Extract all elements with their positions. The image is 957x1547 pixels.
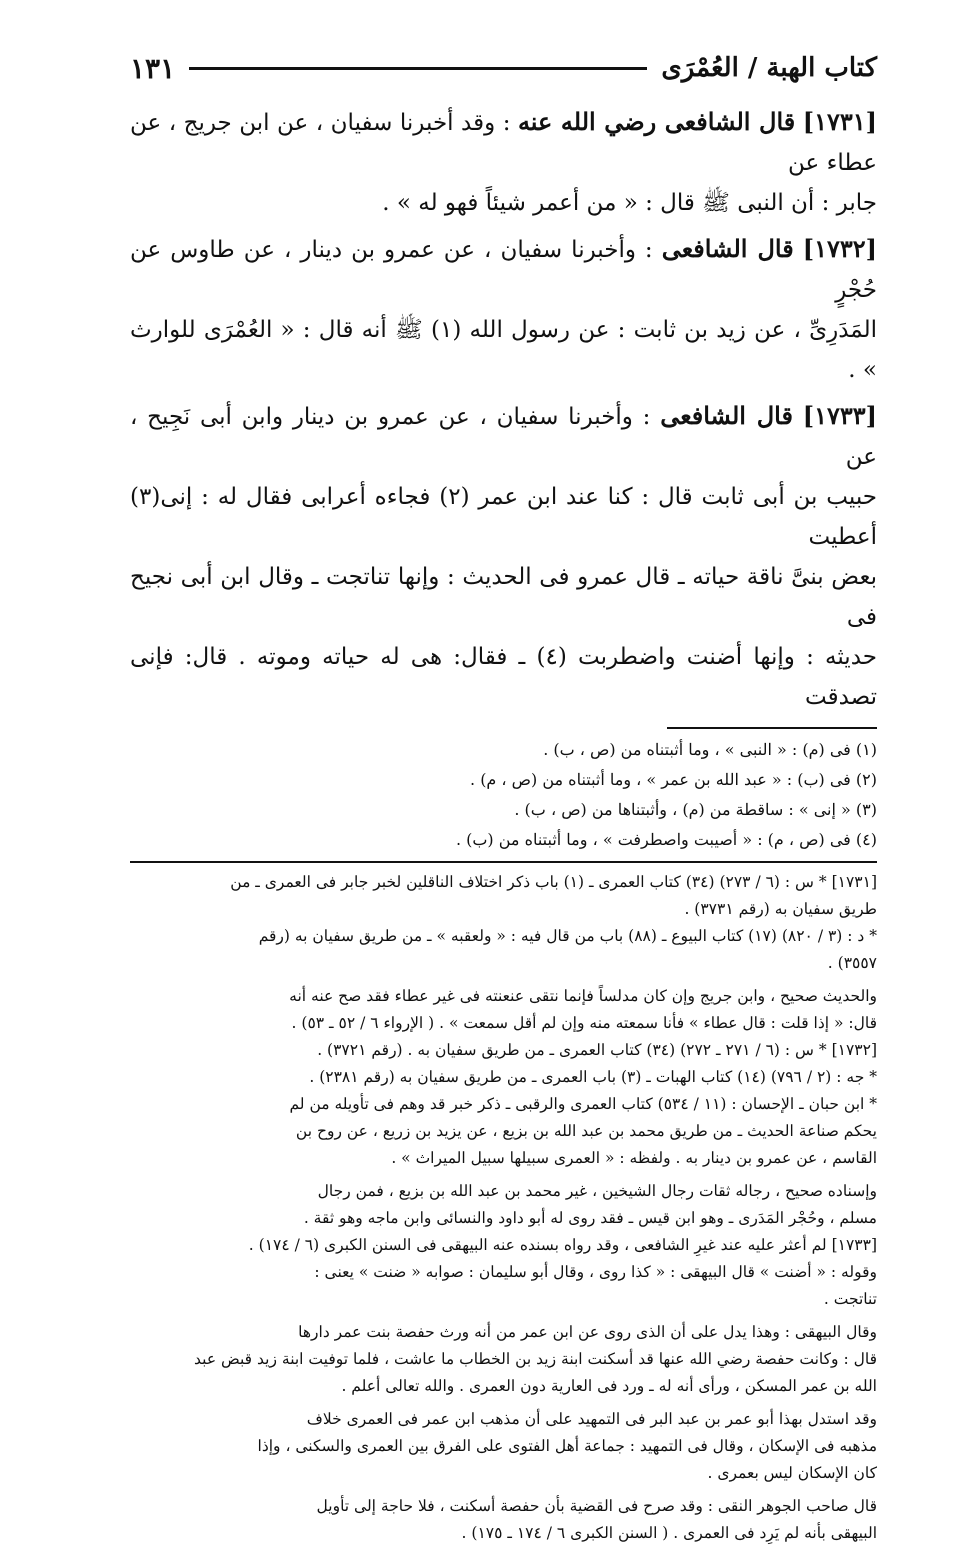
hadith-number: [١٧٣١] (802, 107, 877, 136)
takhrij-divider (130, 861, 877, 863)
hadith-1733-line-2: حبيب بن أبى ثابت قال : كنا عند ابن عمر (٢) فجاءه أعرابى فقال له : إنى(٣) أعطيت (130, 484, 877, 550)
takhrij-line: [١٧٣٣] لم أعثر عليه عند غيرِ الشافعى ، وقد رواه بسنده عنه البيهقى فى السنن الكبرى (٦ / ١٧٤) . (248, 1236, 877, 1254)
hadith-1731-line-1 (130, 102, 877, 183)
hadith-1732-line-1 (130, 229, 877, 310)
hadith-text: : وقد أخبرنا سفيان ، عن ابن جريج ، عن عطاء عن (130, 110, 877, 176)
narrator: قال الشافعى (661, 234, 794, 263)
running-header (130, 40, 877, 96)
variant-note: (٣) « إنى » : ساقطة من (م) ، وأثبتناها من (ص ، ب) . (514, 800, 877, 819)
takhrij-line: وإسناده صحيح ، رجاله ثقات رجال الشيخين ، غير محمد بن عبد الله بن بزيع ، فمن رجال (317, 1182, 877, 1200)
narrator: قال الشافعى (660, 401, 793, 430)
variant-note: (٢) فى (ب) : « عبد الله بن عمر » ، وما أثبتناه من (ص ، م) . (470, 770, 877, 789)
hadith-text: : وأخبرنا سفيان ، عن عمرو بن دينار وابن أبى نَجِيح ، عن (130, 404, 877, 470)
takhrij-line: البيهقى بأنه لم يَرِد فى العمرى . ( السنن الكبرى ٦ / ١٧٤ ـ ١٧٥) . (461, 1524, 877, 1542)
takhrij-line: الله بن عمر المسكن ، ورأى أنه له ـ ورد فى العارية دون العمرى . والله تعالى أعلم . (341, 1377, 877, 1395)
hadith-1732-line-2: المَدَرِىِّ ، عن زيد بن ثابت : عن رسول الله (١) ﷺ أنه قال : « العُمْرَى للوارث » . (130, 317, 877, 383)
takhrij-line: [١٧٣١] * س : (٦ / ٢٧٣) (٣٤) كتاب العمرى ـ (١) باب ذكر اختلاف الناقلين لخبر جابر فى العمرى ـ من (230, 873, 877, 891)
takhrij-line: وقوله : « أضنت » قال البيهقى : « كذا روى ، وقال أبو سليمان : صوابه « ضنت » يعنى : (314, 1263, 877, 1281)
variant-note: (١) فى (م) : « النبى » ، وما أثبتناه من (ص ، ب) . (543, 740, 877, 759)
takhrij-line: قال صاحب الجوهر النقى : وقد صرح فى القضية بأن حفصة أسكنت ، فلا حاجة إلى تأويل (316, 1497, 877, 1515)
takhrij-line: قال : وكانت حفصة رضي الله عنها قد أسكنت ابنة زيد بن الخطاب ما عاشت ، فلما توفيت ابنة زيد قبض عبد (194, 1350, 877, 1368)
takhrij-line: [١٧٣٢] * س : (٦ / ٢٧١ ـ ٢٧٢) (٣٤) كتاب العمرى ـ من طريق سفيان به . (رقم ٣٧٢١) . (317, 1041, 877, 1059)
takhrij-line: مذهبه فى الإسكان ، وقال فى التمهيد : جماعة أهل الفتوى على الفرق بين العمرى والسكنى ، وإذا (257, 1437, 877, 1455)
takhrij-line: * جه : (٢ / ٧٩٦) (١٤) كتاب الهبات ـ (٣) باب العمرى ـ من طريق سفيان به (رقم ٢٣٨١) . (309, 1068, 877, 1086)
footnote-divider (667, 727, 877, 729)
takhrij-line: مسلم ، وحُجْر المَدَرى ـ وهو ابن قيس ـ فقد روى له أبو داود والنسائى وابن ماجه وهو ثقة . (303, 1209, 877, 1227)
hadith-text: : وأخبرنا سفيان ، عن عمرو بن دينار ، عن طاوس عن حُجْرٍ (130, 237, 877, 303)
takhrij-line: تناتجت . (823, 1290, 877, 1308)
narrator: قال الشافعى رضي الله عنه (517, 107, 796, 136)
chapter-title: كتاب الهبة / العُمْرَى (661, 53, 877, 83)
variant-note: (٤) فى (ص ، م) : « أصيبت واصطرفت » ، وما أثبتناه من (ب) . (455, 830, 877, 849)
takhrij-line: وقد استدل بهذا أبو عمر بن عبد البر فى التمهيد على أن مذهب ابن عمر فى العمرى خلاف (306, 1410, 877, 1428)
hadith-1733-line-1 (130, 396, 877, 477)
takhrij-line: القاسم ، عن عمرو بن دينار به . ولفظه : « العمرى سبيلها سبيل الميراث » . (391, 1149, 877, 1167)
main-text (130, 102, 877, 717)
header-rule (189, 67, 647, 70)
variant-notes (130, 735, 877, 855)
hadith-1733-line-3: بعض بنىَّ ناقة حياته ـ قال عمرو فى الحديث : وإنها تناتجت ـ وقال ابن أبى نجيح فى (130, 564, 877, 630)
takhrij-line: ٣٥٥٧) . (827, 954, 877, 972)
takhrij-line: كان الإسكان ليس بعمرى . (707, 1464, 877, 1482)
hadith-number: [١٧٣٣] (802, 401, 878, 430)
takhrij-line: يحكم صناعة الحديث ـ من طريق محمد بن عبد الله بن بزيع ، عن يزيد بن زريع ، عن روح بن (295, 1122, 877, 1140)
takhrij-line: * ابن حبان ـ الإحسان : (١١ / ٥٣٤) كتاب العمرى والرقبى ـ ذكر خبر قد وهم فى تأويله من لم (289, 1095, 877, 1113)
takhrij-notes (130, 869, 877, 1547)
takhrij-line: قال: « إذا قلت : قال عطاء » فأنا سمعته منه وإن لم أقل سمعت » . ( الإرواء ٦ / ٥٢ ـ ٥٣) . (291, 1014, 877, 1032)
page-number: ١٣١ (130, 51, 176, 85)
page (130, 40, 877, 1547)
takhrij-line: وقال البيهقى : وهذا يدل على أن الذى روى عن ابن عمر من أنه ورث حفصة بنت عمر دارها (298, 1323, 877, 1341)
hadith-1733-line-4: حديثه : وإنها أضنت واضطربت (٤) ـ فقال: هى له حياته وموته . قال: فإنى تصدقت (130, 644, 877, 710)
takhrij-line: والحديث صحيح ، وابن جريج وإن كان مدلساً فإنما نتقى عنعنته فى غير عطاء فقد صح عنه أنه (289, 987, 877, 1005)
hadith-number: [١٧٣٢] (802, 234, 877, 263)
takhrij-line: طريق سفيان به (رقم ٣٧٣١) . (684, 900, 877, 918)
hadith-1731-line-2: جابر : أن النبى ﷺ قال : « من أعمر شيئاً فهو له » . (382, 190, 877, 216)
takhrij-line: * د : (٣ / ٨٢٠) (١٧) كتاب البيوع ـ (٨٨) باب من قال فيه : « ولعقبه » ـ من طريق سفيان به (رقم (258, 927, 877, 945)
